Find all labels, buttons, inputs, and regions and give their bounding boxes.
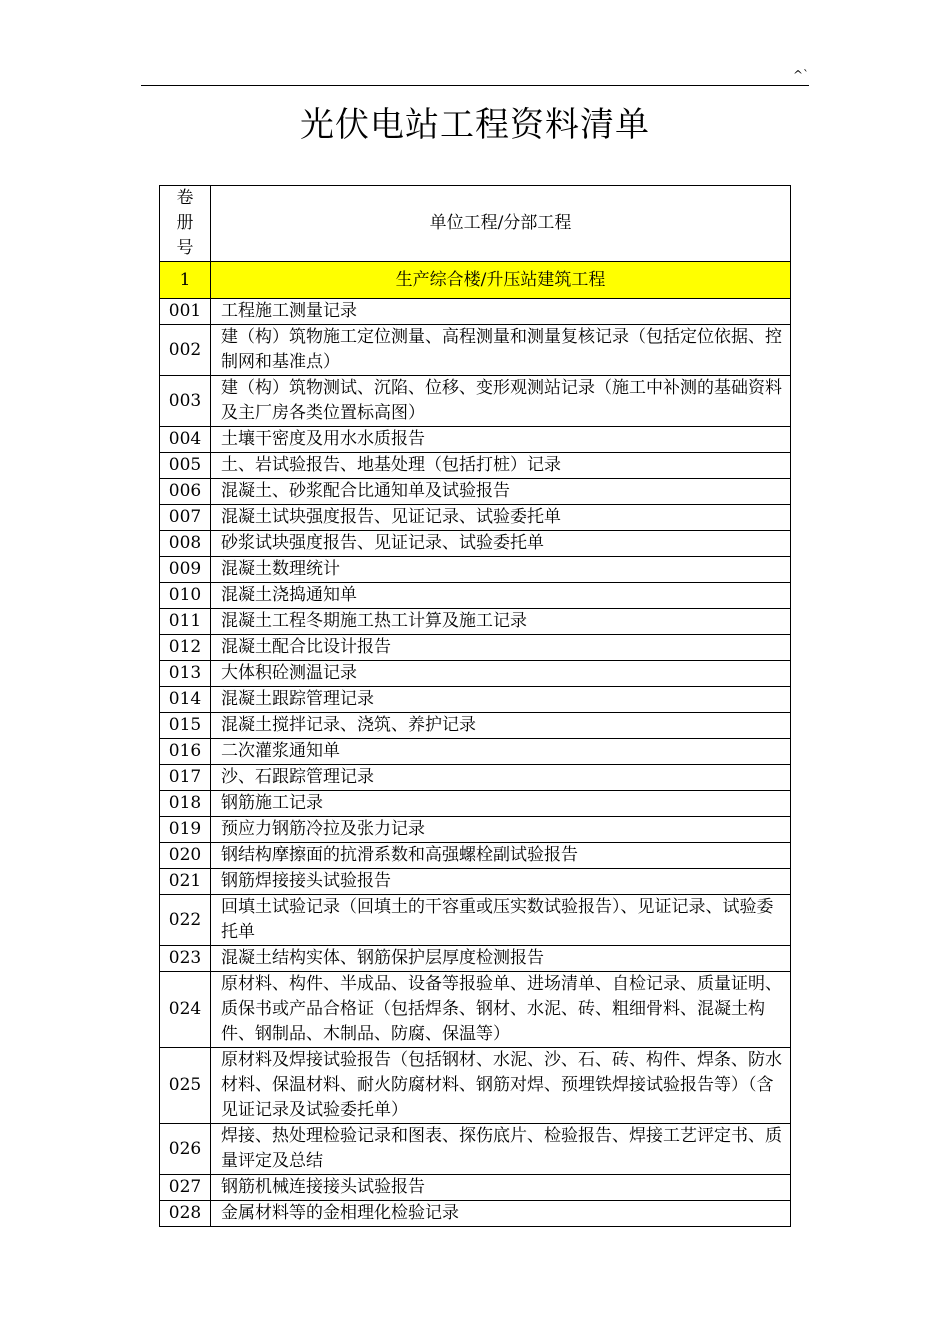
document-list-table [159, 185, 791, 1227]
row-number: 012 [160, 635, 211, 661]
row-number: 006 [160, 479, 211, 505]
row-item-text: 混凝土、砂浆配合比通知单及试验报告 [211, 479, 791, 505]
row-number: 020 [160, 843, 211, 869]
row-number: 027 [160, 1175, 211, 1201]
row-number: 009 [160, 557, 211, 583]
section-row [160, 262, 791, 299]
table-header-row [160, 186, 791, 262]
table-row [160, 972, 791, 1048]
row-number: 013 [160, 661, 211, 687]
table-row [160, 427, 791, 453]
volume-number-header-line: 卷 [176, 188, 194, 208]
header-rule [141, 85, 809, 86]
section-title: 生产综合楼/升压站建筑工程 [211, 262, 791, 299]
table-row [160, 583, 791, 609]
row-item-text: 回填土试验记录（回填土的干容重或压实数试验报告）、见证记录、试验委托单 [211, 895, 791, 946]
table-row [160, 791, 791, 817]
table-row [160, 687, 791, 713]
row-item-text: 钢结构摩擦面的抗滑系数和高强螺栓副试验报告 [211, 843, 791, 869]
row-number: 015 [160, 713, 211, 739]
row-number: 026 [160, 1124, 211, 1175]
unit-project-header: 单位工程/分部工程 [211, 186, 791, 262]
table-row [160, 661, 791, 687]
row-number: 003 [160, 376, 211, 427]
row-number: 004 [160, 427, 211, 453]
table-row [160, 299, 791, 325]
row-item-text: 原材料、构件、半成品、设备等报验单、进场清单、自检记录、质量证明、质保书或产品合格证（包括焊条、钢材、水泥、砖、粗细骨料、混凝土构件、钢制品、木制品、防腐、保温等） [211, 972, 791, 1048]
document-title: 光伏电站工程资料清单 [300, 105, 650, 145]
row-number: 010 [160, 583, 211, 609]
table-row [160, 1175, 791, 1201]
row-item-text: 沙、石跟踪管理记录 [211, 765, 791, 791]
row-item-text: 原材料及焊接试验报告（包括钢材、水泥、沙、石、砖、构件、焊条、防水材料、保温材料、耐火防腐材料、钢筋对焊、预埋铁焊接试验报告等）（含见证记录及试验委托单） [211, 1048, 791, 1124]
table-row [160, 739, 791, 765]
row-number: 011 [160, 609, 211, 635]
row-item-text: 钢筋机械连接接头试验报告 [211, 1175, 791, 1201]
row-number: 001 [160, 299, 211, 325]
row-item-text: 混凝土数理统计 [211, 557, 791, 583]
table-row [160, 843, 791, 869]
row-number: 002 [160, 325, 211, 376]
section-number: 1 [160, 262, 211, 299]
table-row [160, 1201, 791, 1227]
row-number: 005 [160, 453, 211, 479]
row-number: 022 [160, 895, 211, 946]
row-number: 021 [160, 869, 211, 895]
row-item-text: 混凝土浇捣通知单 [211, 583, 791, 609]
row-number: 014 [160, 687, 211, 713]
row-item-text: 预应力钢筋冷拉及张力记录 [211, 817, 791, 843]
table-row [160, 1124, 791, 1175]
row-number: 019 [160, 817, 211, 843]
row-number: 028 [160, 1201, 211, 1227]
row-item-text: 混凝土结构实体、钢筋保护层厚度检测报告 [211, 946, 791, 972]
table-row [160, 376, 791, 427]
row-number: 008 [160, 531, 211, 557]
row-item-text: 土、岩试验报告、地基处理（包括打桩）记录 [211, 453, 791, 479]
table-row [160, 505, 791, 531]
row-item-text: 建（构）筑物测试、沉陷、位移、变形观测站记录（施工中补测的基础资料及主厂房各类位置标高图） [211, 376, 791, 427]
row-number: 017 [160, 765, 211, 791]
row-item-text: 混凝土工程冬期施工热工计算及施工记录 [211, 609, 791, 635]
row-item-text: 钢筋施工记录 [211, 791, 791, 817]
row-number: 024 [160, 972, 211, 1048]
table-row [160, 479, 791, 505]
row-item-text: 建（构）筑物施工定位测量、高程测量和测量复核记录（包括定位依据、控制网和基准点） [211, 325, 791, 376]
row-number: 018 [160, 791, 211, 817]
table-row [160, 817, 791, 843]
row-item-text: 大体积砼测温记录 [211, 661, 791, 687]
volume-number-header-line: 册 [176, 213, 194, 233]
row-number: 007 [160, 505, 211, 531]
table-row [160, 557, 791, 583]
table-row [160, 869, 791, 895]
table-row [160, 609, 791, 635]
row-item-text: 焊接、热处理检验记录和图表、探伤底片、检验报告、焊接工艺评定书、质量评定及总结 [211, 1124, 791, 1175]
table-row [160, 325, 791, 376]
table-row [160, 765, 791, 791]
header-mark: ^` [793, 68, 810, 82]
row-item-text: 混凝土跟踪管理记录 [211, 687, 791, 713]
row-item-text: 钢筋焊接接头试验报告 [211, 869, 791, 895]
row-item-text: 金属材料等的金相理化检验记录 [211, 1201, 791, 1227]
volume-number-header-line: 号 [176, 238, 194, 258]
row-item-text: 混凝土配合比设计报告 [211, 635, 791, 661]
row-number: 023 [160, 946, 211, 972]
row-item-text: 工程施工测量记录 [211, 299, 791, 325]
table-row [160, 453, 791, 479]
table-row [160, 946, 791, 972]
row-item-text: 混凝土搅拌记录、浇筑、养护记录 [211, 713, 791, 739]
row-number: 016 [160, 739, 211, 765]
row-item-text: 土壤干密度及用水水质报告 [211, 427, 791, 453]
table-row [160, 713, 791, 739]
table-row [160, 531, 791, 557]
row-item-text: 砂浆试块强度报告、见证记录、试验委托单 [211, 531, 791, 557]
row-number: 025 [160, 1048, 211, 1124]
table-row [160, 635, 791, 661]
row-item-text: 二次灌浆通知单 [211, 739, 791, 765]
volume-number-header [160, 186, 211, 262]
row-item-text: 混凝土试块强度报告、见证记录、试验委托单 [211, 505, 791, 531]
table-row [160, 1048, 791, 1124]
table-row [160, 895, 791, 946]
